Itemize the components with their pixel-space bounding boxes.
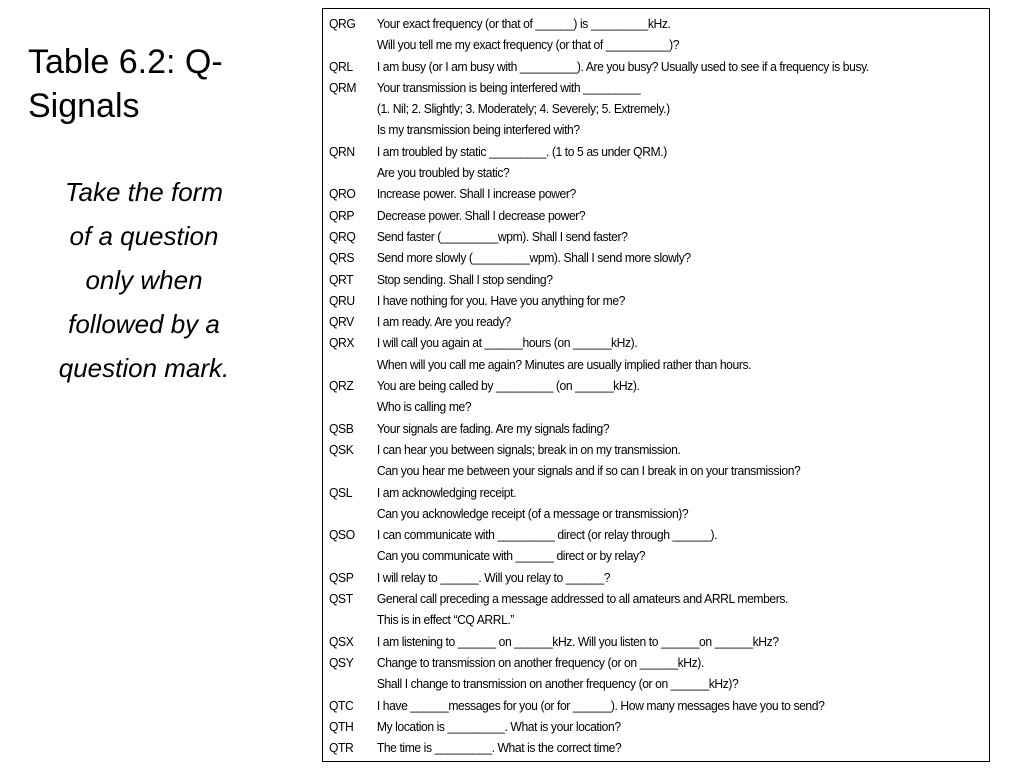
q-signal-line	[329, 396, 990, 417]
q-signal-code: QSO	[329, 527, 355, 543]
q-signal-code: QRO	[329, 186, 356, 202]
q-signal-line	[329, 56, 990, 77]
q-signal-line	[329, 13, 990, 34]
q-signal-line	[329, 332, 990, 353]
q-signal-description: Is my transmission being interfered with?	[376, 122, 580, 138]
q-signal-row-qsy	[329, 652, 989, 695]
q-signal-row-qrs	[329, 247, 989, 268]
q-signal-description: I am acknowledging receipt.	[376, 484, 517, 500]
q-signal-row-qrm	[329, 77, 989, 141]
q-signal-line	[329, 226, 990, 247]
q-signal-row-qrv	[329, 311, 989, 332]
q-signal-description: I am troubled by static _________. (1 to 5 as under QRM.)	[376, 143, 667, 159]
q-signal-description: My location is _________. What is your location?	[376, 718, 621, 734]
q-signal-description: Shall I change to transmission on another frequency (or on ______kHz)?	[376, 676, 739, 692]
q-signal-row-qsb	[329, 418, 989, 439]
q-signal-code: QSK	[329, 441, 354, 457]
q-signals-table-frame	[322, 8, 990, 762]
q-signal-code: QTC	[329, 697, 354, 713]
q-signal-line	[329, 567, 990, 588]
q-signal-row-qsl	[329, 482, 989, 525]
q-signal-description: Can you hear me between your signals and if so can I break in on your transmission?	[376, 463, 801, 479]
q-signal-description: I will call you again at ______hours (on ______kHz).	[376, 335, 638, 351]
q-signal-row-qrq	[329, 226, 989, 247]
q-signal-code: QSP	[329, 569, 354, 585]
q-signal-description: I am listening to ______ on ______kHz. Will you listen to ______on ______kHz?	[376, 633, 779, 649]
q-signal-description: I am busy (or I am busy with _________). Are you busy? Usually used to see if a frequency is busy.	[376, 58, 869, 74]
q-signal-code: QRX	[329, 335, 355, 351]
q-signal-description: Send faster (_________wpm). Shall I send faster?	[376, 228, 628, 244]
q-signal-line	[329, 205, 990, 226]
q-signal-row-qsk	[329, 439, 989, 482]
q-signal-description: Will you tell me my exact frequency (or that of __________)?	[376, 37, 680, 53]
q-signal-row-qst	[329, 588, 989, 631]
slide-title: Table 6.2: Q- Signals	[28, 43, 223, 125]
q-signal-code: QRS	[329, 250, 355, 266]
q-signal-description: Can you acknowledge receipt (of a message or transmission)?	[376, 505, 689, 521]
q-signal-code: QRV	[329, 314, 354, 330]
q-signal-line	[329, 354, 990, 375]
q-signal-row-qrz	[329, 375, 989, 418]
q-signal-line	[329, 183, 990, 204]
q-signal-line	[329, 311, 990, 332]
q-signal-code: QST	[329, 591, 353, 607]
q-signal-row-qrg	[329, 13, 989, 56]
q-signal-description: Can you communicate with ______ direct or by relay?	[376, 548, 646, 564]
q-signal-row-qth	[329, 716, 989, 737]
q-signal-description: Are you troubled by static?	[376, 165, 510, 181]
q-signal-code: QSX	[329, 633, 354, 649]
q-signal-description: Decrease power. Shall I decrease power?	[376, 207, 586, 223]
q-signal-line	[329, 609, 990, 630]
q-signal-row-qro	[329, 183, 989, 204]
q-signal-description: Your signals are fading. Are my signals fading?	[376, 420, 610, 436]
q-signal-line	[329, 545, 990, 566]
q-signal-code: QTR	[329, 740, 354, 756]
q-signal-code: QSY	[329, 654, 354, 670]
q-signal-code: QRP	[329, 207, 355, 223]
q-signal-row-qru	[329, 290, 989, 311]
q-signal-code: QSL	[329, 484, 353, 500]
q-signal-line	[329, 247, 990, 268]
q-signal-row-qso	[329, 524, 989, 567]
q-signal-code: QRU	[329, 292, 355, 308]
q-signal-row-qrl	[329, 56, 989, 77]
q-signal-line	[329, 290, 990, 311]
q-signal-description: Your exact frequency (or that of ______) is _________kHz.	[376, 16, 671, 31]
q-signal-line	[329, 162, 990, 183]
q-signal-description: I will relay to ______. Will you relay to ______?	[376, 569, 611, 585]
q-signal-row-qrn	[329, 141, 989, 184]
q-signal-row-qtr	[329, 737, 989, 758]
q-signal-description: Change to transmission on another frequency (or on ______kHz).	[376, 654, 704, 670]
slide-note: Take the form of a question only when followed by a question mark.	[58, 177, 230, 383]
q-signal-description: (1. Nil; 2. Slightly; 3. Moderately; 4. Severely; 5. Extremely.)	[376, 101, 670, 117]
q-signal-code: QSB	[329, 420, 354, 436]
q-signal-description: Increase power. Shall I increase power?	[376, 186, 576, 202]
q-signal-description: The time is _________. What is the correct time?	[376, 740, 622, 756]
q-signal-row-qsx	[329, 631, 989, 652]
q-signal-line	[329, 418, 990, 439]
q-signal-line	[329, 141, 990, 162]
q-signal-line	[329, 716, 990, 737]
q-signal-line	[329, 503, 990, 524]
q-signal-description: Send more slowly (_________wpm). Shall I send more slowly?	[376, 250, 691, 266]
q-signal-description: General call preceding a message addressed to all amateurs and ARRL members.	[376, 591, 788, 607]
q-signal-line	[329, 375, 990, 396]
q-signal-line	[329, 588, 990, 609]
q-signal-line	[329, 652, 990, 673]
q-signal-description: I have nothing for you. Have you anything for me?	[376, 292, 625, 308]
q-signal-code: QRM	[329, 79, 357, 95]
q-signal-line	[329, 524, 990, 545]
q-signal-line	[329, 98, 990, 119]
q-signal-line	[329, 673, 990, 694]
q-signal-code: QRL	[329, 58, 353, 74]
q-signal-description: I am ready. Are you ready?	[376, 314, 511, 330]
q-signal-description: Stop sending. Shall I stop sending?	[376, 271, 553, 287]
q-signal-code: QRG	[329, 16, 356, 31]
q-signal-code: QRQ	[329, 228, 356, 244]
q-signal-row-qrt	[329, 269, 989, 290]
q-signal-description: When will you call me again? Minutes are usually implied rather than hours.	[376, 356, 752, 372]
q-signals-table	[329, 13, 989, 758]
q-signal-line	[329, 269, 990, 290]
q-signal-description: Who is calling me?	[376, 399, 472, 415]
q-signal-description: I have ______messages for you (or for ______). How many messages have you to send?	[376, 697, 825, 713]
q-signal-line	[329, 631, 990, 652]
q-signal-code: QTH	[329, 718, 354, 734]
q-signal-description: You are being called by _________ (on ______kHz).	[376, 378, 640, 394]
q-signal-code: QRZ	[329, 378, 354, 394]
q-signal-line	[329, 119, 990, 140]
q-signal-line	[329, 695, 990, 716]
q-signal-description: I can communicate with _________ direct (or relay through ______).	[376, 527, 718, 543]
q-signal-line	[329, 460, 990, 481]
q-signal-row-qrx	[329, 332, 989, 375]
q-signal-row-qtc	[329, 695, 989, 716]
q-signal-row-qrp	[329, 205, 989, 226]
q-signal-line	[329, 34, 990, 55]
q-signal-description: This is in effect “CQ ARRL.”	[376, 612, 515, 628]
q-signal-description: Your transmission is being interfered with _________	[376, 79, 641, 95]
q-signal-row-qsp	[329, 567, 989, 588]
q-signal-code: QRN	[329, 143, 355, 159]
q-signal-line	[329, 737, 990, 758]
q-signal-description: I can hear you between signals; break in on my transmission.	[376, 441, 681, 457]
q-signal-line	[329, 482, 990, 503]
q-signal-code: QRT	[329, 271, 354, 287]
q-signal-line	[329, 77, 990, 98]
q-signal-line	[329, 439, 990, 460]
